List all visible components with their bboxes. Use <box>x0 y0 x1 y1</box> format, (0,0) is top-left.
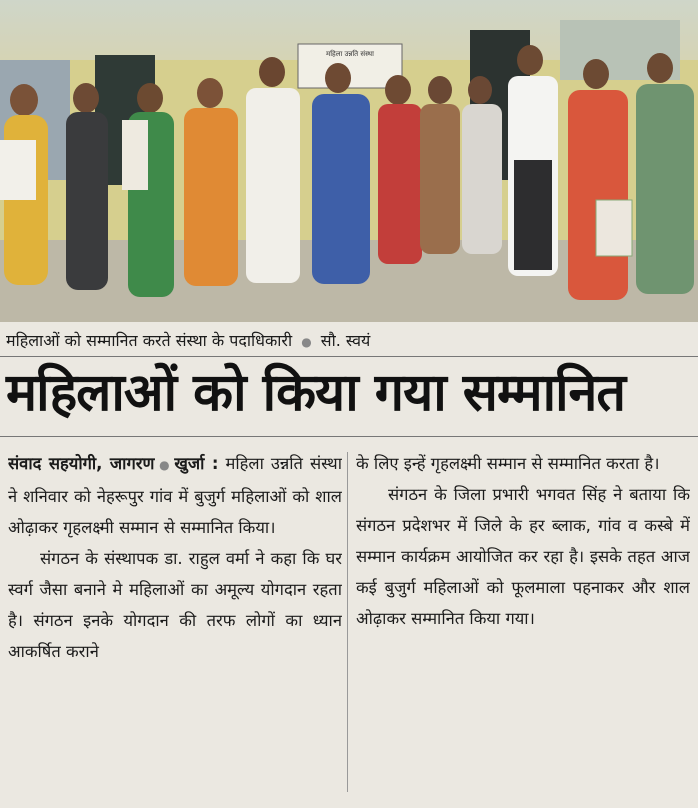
dateline-text: संवाद सहयोगी, जागरण <box>8 454 155 473</box>
column-divider <box>347 452 348 792</box>
caption-rule <box>0 356 698 357</box>
dateline <box>8 454 218 473</box>
paragraph-2: संगठन के संस्थापक डा. राहुल वर्मा ने कहा कि घर स्वर्ग जैसा बनाने मे महिलाओं का अमूल्य योगदान रहता है। संगठन इनके योगदान की तरफ लोगों का ध्यान आकर्षित कराने <box>8 549 342 661</box>
headline: महिलाओं को किया गया सम्मानित <box>6 363 626 423</box>
caption-separator: ● <box>301 335 312 349</box>
paragraph-3: के लिए इन्हें गृहलक्ष्मी सम्मान से सम्मानित करता है। <box>356 454 660 473</box>
caption-text: महिलाओं को सम्मानित करते संस्था के पदाधिकारी <box>6 331 293 350</box>
article-column-right <box>356 448 690 798</box>
paragraph-4: संगठन के जिला प्रभारी भगवत सिंह ने बताया कि संगठन प्रदेशभर में जिले के हर ब्लाक, गांव व कस्बे में सम्मान कार्यक्रम आयोजित कर रहा है। इसके तहत आज कई बुजुर्ग महिलाओं को फूलमाला पहनाकर और शाल ओढ़ाकर सम्मानित किया गया। <box>356 485 690 628</box>
headline-rule <box>0 436 698 437</box>
news-photo <box>0 0 698 322</box>
photo-caption <box>6 328 696 354</box>
article-column-left <box>8 448 342 798</box>
caption-credit: सौ. स्वयं <box>320 331 371 350</box>
dateline-place: खुर्जा : <box>174 454 219 473</box>
dateline-separator: ● <box>157 458 172 472</box>
paragraph-1: महिला उन्नति संस्था ने शनिवार को नेहरूपुर गांव में बुजुर्ग महिलाओं को शाल ओढ़ाकर गृहलक्ष्मी सम्मान से सम्मानित किया। <box>8 454 342 537</box>
banner-text: महिला उन्नति संस्था <box>326 50 374 58</box>
